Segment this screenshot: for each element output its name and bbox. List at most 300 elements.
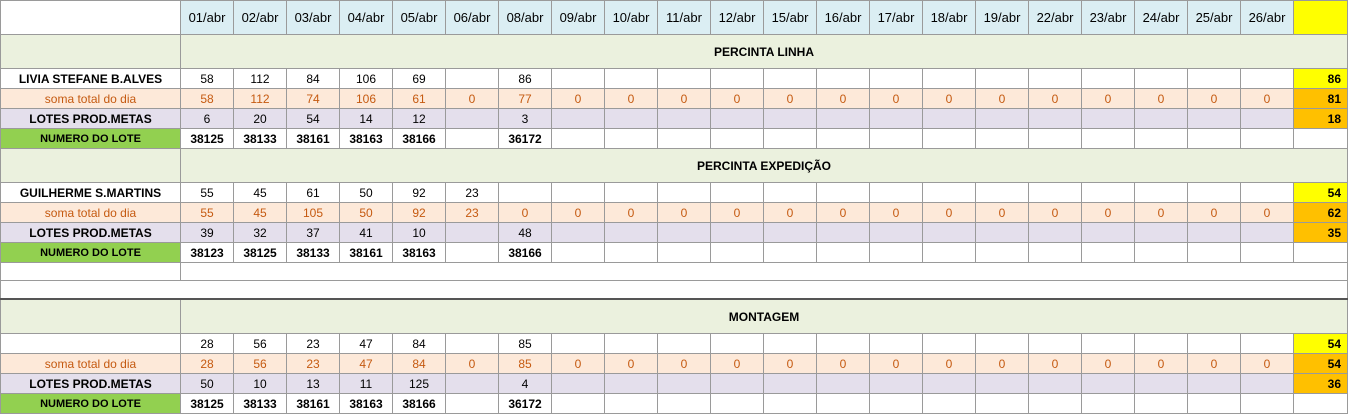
value-cell[interactable] xyxy=(1188,183,1241,203)
value-cell[interactable]: 0 xyxy=(1188,89,1241,109)
value-cell[interactable] xyxy=(976,69,1029,89)
value-cell[interactable] xyxy=(1029,183,1082,203)
value-cell[interactable] xyxy=(976,334,1029,354)
total-cell[interactable]: 54 xyxy=(1294,334,1348,354)
value-cell[interactable]: 47 xyxy=(340,354,393,374)
value-cell[interactable]: 74 xyxy=(287,89,340,109)
spacer-cell[interactable] xyxy=(181,263,1348,281)
value-cell[interactable] xyxy=(1241,69,1294,89)
date-header-cell[interactable]: 01/abr xyxy=(181,1,234,35)
value-cell[interactable] xyxy=(658,243,711,263)
value-cell[interactable] xyxy=(658,109,711,129)
value-cell[interactable] xyxy=(764,374,817,394)
value-cell[interactable] xyxy=(923,334,976,354)
value-cell[interactable]: 58 xyxy=(181,69,234,89)
value-cell[interactable] xyxy=(1029,243,1082,263)
value-cell[interactable] xyxy=(817,109,870,129)
value-cell[interactable] xyxy=(552,243,605,263)
value-cell[interactable] xyxy=(711,374,764,394)
value-cell[interactable]: 4 xyxy=(499,374,552,394)
soma-label-cell[interactable]: soma total do dia xyxy=(1,89,181,109)
value-cell[interactable] xyxy=(1135,334,1188,354)
total-cell[interactable]: 18 xyxy=(1294,109,1348,129)
value-cell[interactable]: 41 xyxy=(340,223,393,243)
value-cell[interactable]: 38161 xyxy=(287,394,340,414)
spacer-cell[interactable] xyxy=(1,263,181,281)
value-cell[interactable] xyxy=(1188,394,1241,414)
date-header-cell[interactable]: 19/abr xyxy=(976,1,1029,35)
value-cell[interactable]: 92 xyxy=(393,183,446,203)
value-cell[interactable]: 23 xyxy=(287,354,340,374)
value-cell[interactable] xyxy=(923,69,976,89)
value-cell[interactable] xyxy=(817,243,870,263)
value-cell[interactable] xyxy=(870,334,923,354)
value-cell[interactable] xyxy=(817,223,870,243)
value-cell[interactable]: 0 xyxy=(605,89,658,109)
value-cell[interactable] xyxy=(1135,183,1188,203)
value-cell[interactable] xyxy=(711,129,764,149)
lotes-label-cell[interactable]: LOTES PROD.METAS xyxy=(1,374,181,394)
numero-label-cell[interactable]: NUMERO DO LOTE xyxy=(1,243,181,263)
value-cell[interactable] xyxy=(923,243,976,263)
value-cell[interactable]: 12 xyxy=(393,109,446,129)
value-cell[interactable] xyxy=(605,183,658,203)
value-cell[interactable]: 28 xyxy=(181,334,234,354)
value-cell[interactable]: 38161 xyxy=(340,243,393,263)
value-cell[interactable]: 50 xyxy=(340,203,393,223)
person-name-cell[interactable]: LIVIA STEFANE B.ALVES xyxy=(1,69,181,89)
value-cell[interactable]: 0 xyxy=(552,89,605,109)
value-cell[interactable]: 0 xyxy=(870,203,923,223)
value-cell[interactable]: 84 xyxy=(393,334,446,354)
value-cell[interactable] xyxy=(1082,109,1135,129)
value-cell[interactable] xyxy=(1029,129,1082,149)
value-cell[interactable] xyxy=(976,394,1029,414)
value-cell[interactable]: 10 xyxy=(234,374,287,394)
value-cell[interactable]: 0 xyxy=(870,354,923,374)
value-cell[interactable]: 85 xyxy=(499,334,552,354)
value-cell[interactable] xyxy=(711,223,764,243)
value-cell[interactable] xyxy=(870,223,923,243)
value-cell[interactable]: 23 xyxy=(446,203,499,223)
value-cell[interactable]: 32 xyxy=(234,223,287,243)
value-cell[interactable]: 38125 xyxy=(181,394,234,414)
value-cell[interactable]: 0 xyxy=(1135,203,1188,223)
total-cell[interactable]: 36 xyxy=(1294,374,1348,394)
value-cell[interactable]: 0 xyxy=(1241,354,1294,374)
section-blank-cell[interactable] xyxy=(1,299,181,334)
value-cell[interactable]: 20 xyxy=(234,109,287,129)
value-cell[interactable]: 47 xyxy=(340,334,393,354)
section-blank-cell[interactable] xyxy=(1,35,181,69)
value-cell[interactable]: 0 xyxy=(711,203,764,223)
value-cell[interactable]: 0 xyxy=(552,203,605,223)
value-cell[interactable] xyxy=(817,183,870,203)
value-cell[interactable] xyxy=(499,183,552,203)
value-cell[interactable]: 0 xyxy=(1082,89,1135,109)
value-cell[interactable]: 0 xyxy=(1082,354,1135,374)
value-cell[interactable]: 0 xyxy=(1029,89,1082,109)
value-cell[interactable] xyxy=(817,69,870,89)
value-cell[interactable]: 0 xyxy=(817,89,870,109)
date-header-cell[interactable]: 18/abr xyxy=(923,1,976,35)
value-cell[interactable] xyxy=(1241,243,1294,263)
value-cell[interactable] xyxy=(764,223,817,243)
date-header-cell[interactable]: 25/abr xyxy=(1188,1,1241,35)
value-cell[interactable] xyxy=(1029,374,1082,394)
value-cell[interactable]: 45 xyxy=(234,203,287,223)
value-cell[interactable]: 0 xyxy=(976,89,1029,109)
value-cell[interactable] xyxy=(817,394,870,414)
section-title[interactable]: PERCINTA LINHA xyxy=(181,35,1348,69)
value-cell[interactable]: 0 xyxy=(1241,89,1294,109)
value-cell[interactable] xyxy=(817,334,870,354)
corner-cell[interactable] xyxy=(1,1,181,35)
value-cell[interactable] xyxy=(711,109,764,129)
value-cell[interactable] xyxy=(711,183,764,203)
value-cell[interactable] xyxy=(1188,334,1241,354)
value-cell[interactable]: 77 xyxy=(499,89,552,109)
value-cell[interactable]: 38125 xyxy=(234,243,287,263)
value-cell[interactable] xyxy=(552,334,605,354)
value-cell[interactable] xyxy=(605,69,658,89)
date-header-cell[interactable]: 26/abr xyxy=(1241,1,1294,35)
value-cell[interactable] xyxy=(446,394,499,414)
value-cell[interactable] xyxy=(446,69,499,89)
value-cell[interactable]: 0 xyxy=(1135,89,1188,109)
value-cell[interactable] xyxy=(764,129,817,149)
value-cell[interactable]: 38133 xyxy=(234,129,287,149)
value-cell[interactable] xyxy=(552,69,605,89)
value-cell[interactable]: 38163 xyxy=(393,243,446,263)
value-cell[interactable] xyxy=(1082,243,1135,263)
value-cell[interactable] xyxy=(764,183,817,203)
lotes-label-cell[interactable]: LOTES PROD.METAS xyxy=(1,223,181,243)
value-cell[interactable] xyxy=(552,223,605,243)
value-cell[interactable]: 50 xyxy=(340,183,393,203)
value-cell[interactable] xyxy=(817,374,870,394)
value-cell[interactable]: 106 xyxy=(340,89,393,109)
value-cell[interactable]: 125 xyxy=(393,374,446,394)
value-cell[interactable]: 39 xyxy=(181,223,234,243)
value-cell[interactable] xyxy=(923,183,976,203)
value-cell[interactable] xyxy=(605,394,658,414)
value-cell[interactable] xyxy=(923,109,976,129)
value-cell[interactable] xyxy=(446,129,499,149)
value-cell[interactable]: 0 xyxy=(764,354,817,374)
value-cell[interactable] xyxy=(870,374,923,394)
value-cell[interactable]: 0 xyxy=(446,89,499,109)
date-header-cell[interactable]: 08/abr xyxy=(499,1,552,35)
value-cell[interactable] xyxy=(1082,183,1135,203)
value-cell[interactable]: 50 xyxy=(181,374,234,394)
value-cell[interactable]: 61 xyxy=(287,183,340,203)
date-header-cell[interactable]: 16/abr xyxy=(817,1,870,35)
value-cell[interactable] xyxy=(605,243,658,263)
value-cell[interactable]: 11 xyxy=(340,374,393,394)
value-cell[interactable] xyxy=(1188,69,1241,89)
value-cell[interactable] xyxy=(1135,243,1188,263)
total-cell[interactable]: 54 xyxy=(1294,354,1348,374)
value-cell[interactable] xyxy=(711,243,764,263)
date-header-cell[interactable]: 05/abr xyxy=(393,1,446,35)
value-cell[interactable] xyxy=(1082,334,1135,354)
numero-label-cell[interactable]: NUMERO DO LOTE xyxy=(1,129,181,149)
value-cell[interactable] xyxy=(552,183,605,203)
value-cell[interactable] xyxy=(711,334,764,354)
section-title[interactable]: MONTAGEM xyxy=(181,299,1348,334)
total-header-cell[interactable] xyxy=(1294,1,1348,35)
value-cell[interactable]: 10 xyxy=(393,223,446,243)
value-cell[interactable]: 105 xyxy=(287,203,340,223)
value-cell[interactable] xyxy=(1135,129,1188,149)
value-cell[interactable]: 0 xyxy=(552,354,605,374)
value-cell[interactable] xyxy=(658,223,711,243)
section-title[interactable]: PERCINTA EXPEDIÇÃO xyxy=(181,149,1348,183)
value-cell[interactable] xyxy=(1135,374,1188,394)
value-cell[interactable]: 36172 xyxy=(499,129,552,149)
value-cell[interactable]: 0 xyxy=(976,203,1029,223)
value-cell[interactable] xyxy=(658,394,711,414)
value-cell[interactable]: 0 xyxy=(1188,354,1241,374)
value-cell[interactable]: 0 xyxy=(923,89,976,109)
value-cell[interactable] xyxy=(1188,129,1241,149)
value-cell[interactable]: 45 xyxy=(234,183,287,203)
value-cell[interactable] xyxy=(764,69,817,89)
value-cell[interactable]: 0 xyxy=(1241,203,1294,223)
date-header-cell[interactable]: 17/abr xyxy=(870,1,923,35)
value-cell[interactable] xyxy=(976,223,1029,243)
value-cell[interactable]: 0 xyxy=(711,354,764,374)
value-cell[interactable]: 28 xyxy=(181,354,234,374)
value-cell[interactable]: 38161 xyxy=(287,129,340,149)
value-cell[interactable] xyxy=(1241,394,1294,414)
value-cell[interactable] xyxy=(1082,394,1135,414)
value-cell[interactable] xyxy=(605,223,658,243)
person-name-cell[interactable]: GUILHERME S.MARTINS xyxy=(1,183,181,203)
value-cell[interactable]: 0 xyxy=(870,89,923,109)
value-cell[interactable] xyxy=(1188,223,1241,243)
value-cell[interactable] xyxy=(446,109,499,129)
value-cell[interactable] xyxy=(1082,374,1135,394)
value-cell[interactable] xyxy=(1188,109,1241,129)
value-cell[interactable]: 38166 xyxy=(393,129,446,149)
value-cell[interactable] xyxy=(923,394,976,414)
value-cell[interactable] xyxy=(1188,374,1241,394)
date-header-cell[interactable]: 22/abr xyxy=(1029,1,1082,35)
value-cell[interactable] xyxy=(976,109,1029,129)
value-cell[interactable]: 84 xyxy=(287,69,340,89)
value-cell[interactable]: 58 xyxy=(181,89,234,109)
total-cell[interactable]: 86 xyxy=(1294,69,1348,89)
total-cell[interactable] xyxy=(1294,243,1348,263)
value-cell[interactable]: 0 xyxy=(1188,203,1241,223)
date-header-cell[interactable]: 06/abr xyxy=(446,1,499,35)
value-cell[interactable]: 0 xyxy=(658,203,711,223)
value-cell[interactable] xyxy=(446,223,499,243)
value-cell[interactable] xyxy=(446,374,499,394)
value-cell[interactable]: 55 xyxy=(181,203,234,223)
value-cell[interactable]: 38166 xyxy=(393,394,446,414)
value-cell[interactable]: 0 xyxy=(446,354,499,374)
value-cell[interactable] xyxy=(711,394,764,414)
date-header-cell[interactable]: 10/abr xyxy=(605,1,658,35)
value-cell[interactable] xyxy=(976,374,1029,394)
value-cell[interactable] xyxy=(1135,69,1188,89)
value-cell[interactable]: 112 xyxy=(234,89,287,109)
value-cell[interactable] xyxy=(976,243,1029,263)
value-cell[interactable] xyxy=(764,243,817,263)
value-cell[interactable]: 0 xyxy=(605,354,658,374)
value-cell[interactable]: 85 xyxy=(499,354,552,374)
value-cell[interactable]: 0 xyxy=(976,354,1029,374)
value-cell[interactable]: 38133 xyxy=(234,394,287,414)
value-cell[interactable] xyxy=(658,183,711,203)
value-cell[interactable] xyxy=(446,334,499,354)
value-cell[interactable]: 23 xyxy=(446,183,499,203)
value-cell[interactable]: 48 xyxy=(499,223,552,243)
value-cell[interactable] xyxy=(605,109,658,129)
value-cell[interactable] xyxy=(1082,223,1135,243)
value-cell[interactable]: 0 xyxy=(817,203,870,223)
total-cell[interactable]: 81 xyxy=(1294,89,1348,109)
value-cell[interactable] xyxy=(976,129,1029,149)
value-cell[interactable] xyxy=(658,69,711,89)
value-cell[interactable]: 0 xyxy=(923,203,976,223)
value-cell[interactable] xyxy=(923,129,976,149)
value-cell[interactable] xyxy=(1241,223,1294,243)
value-cell[interactable] xyxy=(446,243,499,263)
value-cell[interactable]: 84 xyxy=(393,354,446,374)
value-cell[interactable]: 0 xyxy=(605,203,658,223)
total-cell[interactable]: 35 xyxy=(1294,223,1348,243)
value-cell[interactable]: 56 xyxy=(234,334,287,354)
date-header-cell[interactable]: 09/abr xyxy=(552,1,605,35)
value-cell[interactable] xyxy=(870,183,923,203)
value-cell[interactable] xyxy=(605,334,658,354)
value-cell[interactable] xyxy=(1241,183,1294,203)
value-cell[interactable]: 0 xyxy=(817,354,870,374)
value-cell[interactable]: 0 xyxy=(923,354,976,374)
value-cell[interactable] xyxy=(764,394,817,414)
value-cell[interactable]: 0 xyxy=(499,203,552,223)
value-cell[interactable]: 0 xyxy=(1029,203,1082,223)
value-cell[interactable]: 0 xyxy=(764,203,817,223)
value-cell[interactable] xyxy=(870,243,923,263)
value-cell[interactable] xyxy=(605,374,658,394)
value-cell[interactable] xyxy=(1241,109,1294,129)
value-cell[interactable] xyxy=(1029,223,1082,243)
value-cell[interactable]: 0 xyxy=(1135,354,1188,374)
value-cell[interactable] xyxy=(923,223,976,243)
value-cell[interactable] xyxy=(1029,109,1082,129)
value-cell[interactable]: 0 xyxy=(711,89,764,109)
value-cell[interactable] xyxy=(1082,129,1135,149)
value-cell[interactable] xyxy=(1241,374,1294,394)
value-cell[interactable]: 0 xyxy=(1029,354,1082,374)
value-cell[interactable]: 13 xyxy=(287,374,340,394)
total-cell[interactable] xyxy=(1294,129,1348,149)
value-cell[interactable] xyxy=(711,69,764,89)
total-cell[interactable]: 54 xyxy=(1294,183,1348,203)
value-cell[interactable]: 6 xyxy=(181,109,234,129)
value-cell[interactable] xyxy=(764,109,817,129)
value-cell[interactable]: 36172 xyxy=(499,394,552,414)
value-cell[interactable] xyxy=(1029,334,1082,354)
value-cell[interactable] xyxy=(817,129,870,149)
value-cell[interactable] xyxy=(1029,69,1082,89)
value-cell[interactable] xyxy=(552,394,605,414)
value-cell[interactable] xyxy=(1241,129,1294,149)
value-cell[interactable] xyxy=(923,374,976,394)
value-cell[interactable] xyxy=(870,394,923,414)
date-header-cell[interactable]: 02/abr xyxy=(234,1,287,35)
value-cell[interactable] xyxy=(1188,243,1241,263)
date-header-cell[interactable]: 04/abr xyxy=(340,1,393,35)
value-cell[interactable] xyxy=(1029,394,1082,414)
soma-label-cell[interactable]: soma total do dia xyxy=(1,203,181,223)
value-cell[interactable]: 0 xyxy=(658,89,711,109)
date-header-cell[interactable]: 24/abr xyxy=(1135,1,1188,35)
value-cell[interactable]: 0 xyxy=(658,354,711,374)
numero-label-cell[interactable]: NUMERO DO LOTE xyxy=(1,394,181,414)
value-cell[interactable] xyxy=(764,334,817,354)
value-cell[interactable]: 56 xyxy=(234,354,287,374)
value-cell[interactable]: 38125 xyxy=(181,129,234,149)
soma-label-cell[interactable]: soma total do dia xyxy=(1,354,181,374)
value-cell[interactable] xyxy=(976,183,1029,203)
value-cell[interactable] xyxy=(870,109,923,129)
value-cell[interactable]: 14 xyxy=(340,109,393,129)
value-cell[interactable]: 0 xyxy=(764,89,817,109)
value-cell[interactable]: 86 xyxy=(499,69,552,89)
total-cell[interactable] xyxy=(1294,394,1348,414)
date-header-cell[interactable]: 11/abr xyxy=(658,1,711,35)
value-cell[interactable] xyxy=(1135,394,1188,414)
value-cell[interactable] xyxy=(605,129,658,149)
value-cell[interactable] xyxy=(870,69,923,89)
value-cell[interactable]: 54 xyxy=(287,109,340,129)
value-cell[interactable] xyxy=(658,374,711,394)
spacer-cell[interactable] xyxy=(1,281,1348,300)
value-cell[interactable] xyxy=(1135,223,1188,243)
value-cell[interactable]: 37 xyxy=(287,223,340,243)
value-cell[interactable]: 106 xyxy=(340,69,393,89)
date-header-cell[interactable]: 12/abr xyxy=(711,1,764,35)
total-cell[interactable]: 62 xyxy=(1294,203,1348,223)
value-cell[interactable]: 23 xyxy=(287,334,340,354)
value-cell[interactable]: 38163 xyxy=(340,129,393,149)
value-cell[interactable] xyxy=(552,374,605,394)
value-cell[interactable]: 38163 xyxy=(340,394,393,414)
value-cell[interactable] xyxy=(1241,334,1294,354)
date-header-cell[interactable]: 15/abr xyxy=(764,1,817,35)
value-cell[interactable]: 61 xyxy=(393,89,446,109)
date-header-cell[interactable]: 23/abr xyxy=(1082,1,1135,35)
value-cell[interactable]: 38133 xyxy=(287,243,340,263)
value-cell[interactable] xyxy=(1135,109,1188,129)
value-cell[interactable] xyxy=(552,109,605,129)
value-cell[interactable]: 69 xyxy=(393,69,446,89)
value-cell[interactable]: 112 xyxy=(234,69,287,89)
value-cell[interactable]: 0 xyxy=(1082,203,1135,223)
value-cell[interactable] xyxy=(552,129,605,149)
value-cell[interactable]: 55 xyxy=(181,183,234,203)
value-cell[interactable]: 3 xyxy=(499,109,552,129)
value-cell[interactable] xyxy=(870,129,923,149)
date-header-cell[interactable]: 03/abr xyxy=(287,1,340,35)
value-cell[interactable] xyxy=(658,129,711,149)
